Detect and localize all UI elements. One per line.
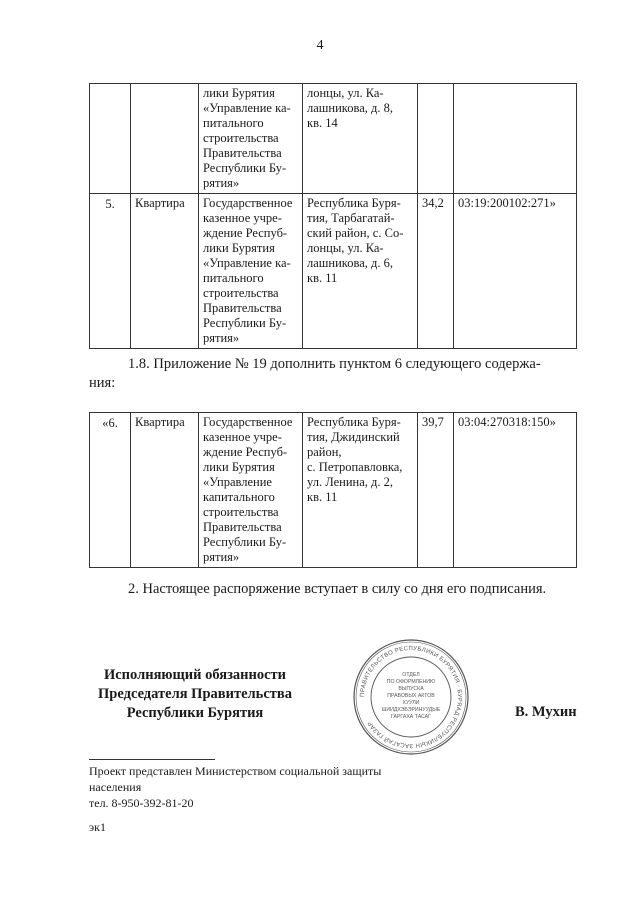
owner-line: «Управление ка-: [203, 256, 291, 270]
property-table-2: [89, 412, 577, 568]
cell-area: 34,2: [418, 194, 454, 349]
footnote-line1: Проект представлен Министерством социальной защиты: [89, 764, 382, 778]
address-line: с. Петропавловка,: [307, 460, 403, 474]
owner-line: «Управление ка-: [203, 101, 291, 115]
cell-area: 39,7: [418, 413, 454, 568]
owner-line: лики Бурятия: [203, 241, 275, 255]
owner-line: рятия»: [203, 550, 240, 564]
footnote: [89, 763, 429, 811]
cell-address: [303, 84, 418, 194]
address-line: ул. Ленина, д. 2,: [307, 475, 393, 489]
paragraph-1-8: [89, 355, 575, 393]
owner-line: рятия»: [203, 331, 240, 345]
cell-area: [418, 84, 454, 194]
signatory-title-line1: Исполняющий обязанности: [103, 667, 287, 683]
cell-address: [303, 413, 418, 568]
cell-owner: [199, 84, 303, 194]
owner-line: казенное учре-: [203, 211, 282, 225]
signatory-title-line3: Республики Бурятия: [126, 705, 264, 721]
stamp-center-line: ВЫПУСКА: [398, 686, 424, 692]
owner-line: питального: [203, 271, 264, 285]
signatory-title-line2: Председателя Правительства: [98, 686, 292, 702]
address-line: кв. 14: [307, 116, 338, 130]
footnote-line2: населения: [89, 780, 142, 794]
owner-line: строительства: [203, 286, 279, 300]
cell-row-number: 5.: [90, 194, 131, 349]
address-line: лашникова, д. 8,: [307, 101, 393, 115]
owner-line: Республики Бу-: [203, 316, 287, 330]
cell-cadastral-number: 03:04:270318:150»: [454, 413, 577, 568]
cell-address: [303, 194, 418, 349]
stamp-center-line: ГАРГАХА ТАСАГ: [391, 714, 431, 720]
paragraph-1-8-line2: ния:: [89, 375, 116, 391]
cell-owner: [199, 413, 303, 568]
owner-line: Государственное: [203, 415, 293, 429]
page-number: 4: [316, 38, 324, 53]
address-line: кв. 11: [307, 490, 338, 504]
document-code: эк1: [89, 820, 106, 834]
owner-line: Правительства: [203, 301, 282, 315]
signatory-name: В. Мухин: [515, 704, 577, 720]
owner-line: ждение Респуб-: [203, 226, 288, 240]
address-line: лашникова, д. 6,: [307, 256, 393, 270]
footnote-line3: тел. 8-950-392-81-20: [89, 796, 194, 810]
stamp-center-line: ПРАВОВЫХ АКТОВ: [387, 693, 435, 699]
owner-line: казенное учре-: [203, 430, 282, 444]
paragraph-1-8-line1: [89, 355, 575, 374]
address-line: лонцы, ул. Ка-: [307, 241, 384, 255]
owner-line: Республики Бу-: [203, 161, 287, 175]
official-stamp: [352, 638, 470, 756]
cell-cadastral-number: 03:19:200102:271»: [454, 194, 577, 349]
owner-line: ждение Респуб-: [203, 445, 288, 459]
paragraph-1-8-text: 1.8. Приложение № 19 дополнить пунктом 6 следующего содержа-: [128, 356, 541, 372]
address-line: лонцы, ул. Ка-: [307, 86, 384, 100]
owner-line: строительства: [203, 505, 279, 519]
property-table-1: [89, 83, 577, 349]
owner-line: «Управление: [203, 475, 272, 489]
owner-line: питального: [203, 116, 264, 130]
stamp-center-line: ПО ОФОРМЛЕНИЮ: [386, 679, 436, 685]
cell-cadastral-number: [454, 84, 577, 194]
address-line: Республика Буря-: [307, 415, 401, 429]
owner-line: Правительства: [203, 520, 282, 534]
table-row: [90, 194, 577, 349]
owner-line: рятия»: [203, 176, 240, 190]
signatory-title: [92, 666, 298, 723]
owner-line: лики Бурятия: [203, 86, 275, 100]
owner-line: Государственное: [203, 196, 293, 210]
owner-line: строительства: [203, 131, 279, 145]
cell-owner: [199, 194, 303, 349]
address-line: кв. 11: [307, 271, 338, 285]
address-line: район,: [307, 445, 342, 459]
address-line: тия, Тарбагатай-: [307, 211, 395, 225]
address-line: ский район, с. Со-: [307, 226, 404, 240]
stamp-ring-text: ПРАВИТЕЛЬСТВО РЕСПУБЛИКИ БУРЯТИЯ · БУРЯАД РЕСПУБЛИКЫН ЗАСАГАЙ ГАЗАР: [359, 645, 463, 749]
cell-property-type: [131, 84, 199, 194]
stamp-center-line: ШИИДХЭБЭРИНУУДЫЕ: [381, 707, 441, 713]
cell-row-number: «6.: [90, 413, 131, 568]
table-row: [90, 413, 577, 568]
cell-row-number: [90, 84, 131, 194]
address-line: тия, Джидинский: [307, 430, 400, 444]
paragraph-2: 2. Настоящее распоряжение вступает в силу со дня его подписания.: [128, 581, 547, 597]
owner-line: Правительства: [203, 146, 282, 160]
table-row: [90, 84, 577, 194]
cell-property-type: Квартира: [131, 194, 199, 349]
cell-property-type: Квартира: [131, 413, 199, 568]
owner-line: Республики Бу-: [203, 535, 287, 549]
footnote-rule: [89, 759, 215, 760]
stamp-center-line: ОТДЕЛ: [402, 672, 420, 678]
address-line: Республика Буря-: [307, 196, 401, 210]
owner-line: капитального: [203, 490, 275, 504]
stamp-center-line: ХУУЛИ: [402, 700, 420, 706]
owner-line: лики Бурятия: [203, 460, 275, 474]
